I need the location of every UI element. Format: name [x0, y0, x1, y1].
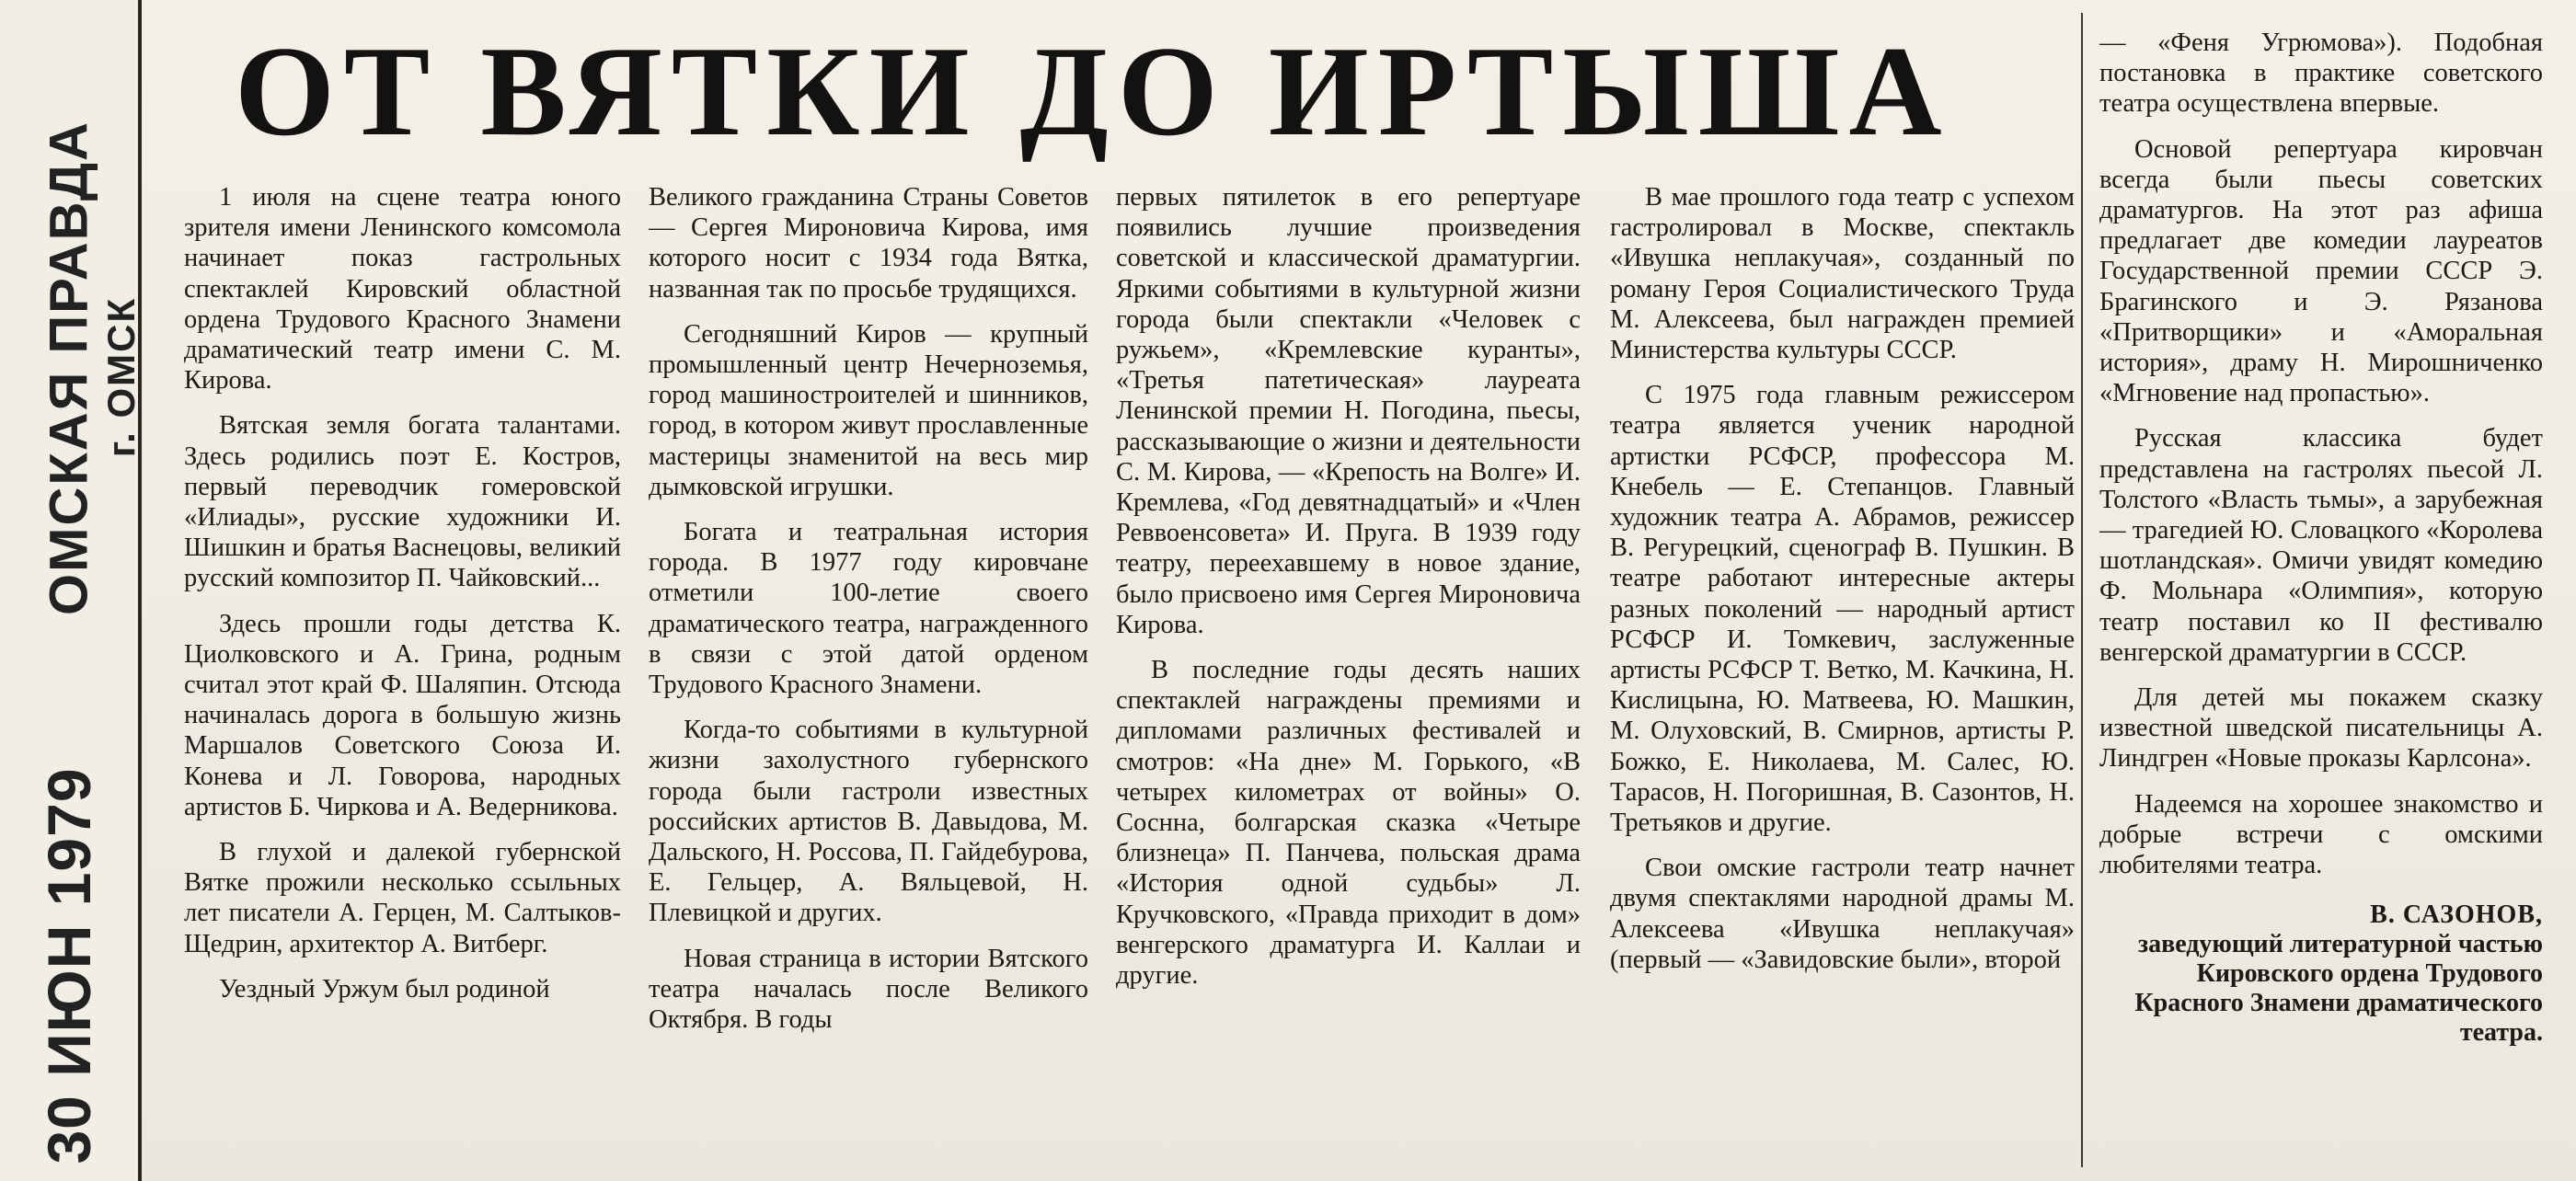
article-paragraph: — «Феня Угрюмова»). Подобная постановка в практике советского театра осуществлена впервые.	[2099, 29, 2543, 119]
article-paragraph: Здесь прошли годы детства К. Циолковского и А. Грина, родным считал этот край Ф. Шаляпин. Отсюда начиналась дорога в большую жизнь Маршалов Советского Союза И. Конева и Л. Говорова, народных артистов Б. Чиркова и А. Ведерникова.	[184, 609, 621, 821]
article-paragraph: В глухой и далекой губернской Вятке прожили несколько ссыльных лет писатели А. Герцен, М. Салтыков-Щедрин, архитектор А. Витберг.	[184, 838, 621, 958]
article-paragraph: Богата и театральная история города. В 1977 году кировчане отметили 100-летие своего драматического театра, награжденного в связи с этой датой орденом Трудового Красного Знамени.	[649, 518, 1088, 700]
clipping-margin	[0, 0, 142, 1181]
article-column-3	[1116, 182, 1581, 1157]
newspaper-name: ОМСКАЯ ПРАВДА	[39, 120, 99, 615]
author-name: В. САЗОНОВ,	[2370, 900, 2543, 930]
article-paragraph: Основой репертуара кировчан всегда были пьесы советских драматургов. На этот раз афиша предлагает две комедии лауреатов Государственной премии СССР Э. Брагинского и Э. Рязанова «Притворщики» и «Аморальная история», драму Н. Мирошниченко «Мгновение над пропастью».	[2099, 134, 2543, 408]
city-name: г. ОМСК	[99, 296, 143, 458]
article-column-1	[184, 182, 621, 1157]
article-headline: ОТ ВЯТКИ ДО ИРТЫША	[235, 20, 1951, 163]
author-role: заведующий литературной частью Кировского ордена Трудового Красного Знамени драматического театра.	[2134, 930, 2543, 1048]
article-paragraph: Новая страница в истории Вятского театра началась после Великого Октября. В годы	[649, 944, 1088, 1035]
author-signature	[2099, 900, 2543, 1048]
article-column-5	[2099, 28, 2543, 1168]
article-paragraph: В мае прошлого года театр с успехом гастролировал в Москве, спектакль «Ивушка неплакучая», созданный по роману Героя Социалистического Труда М. Алексеева, был награжден премией Министерства культуры СССР.	[1610, 183, 2075, 365]
article-paragraph: первых пятилеток в его репертуаре появились лучшие произведения советской и классической драматургии. Яркими событиями в культурной жизни города были спектакли «Человек с ружьем», «Кремлевские куранты», «Третья патетическая» лауреата Ленинской премии Н. Погодина, пьесы, рассказывающие о жизни и деятельности С. М. Кирова, — «Крепость на Волге» И. Кремлева, «Год девятнадцатый» и «Член Реввоенсовета» И. Пруга. В 1939 году театру, переехавшему в новое здание, было присвоено имя Сергея Мироновича Кирова.	[1116, 183, 1581, 639]
publication-date: 30 ИЮН 1979	[35, 767, 103, 1164]
article-paragraph: Вятская земля богата талантами. Здесь родились поэт Е. Костров, первый переводчик гомеровской «Илиады», русские художники И. Шишкин и братья Васнецовы, великий русский композитор П. Чайковский...	[184, 411, 621, 593]
article-paragraph: Надеемся на хорошее знакомство и добрые встречи с омскими любителями театра.	[2099, 789, 2543, 880]
article-paragraph: Сегодняшний Киров — крупный промышленный центр Нечерноземья, город машиностроителей и шинников, город, в котором живут прославленные мастерицы знаменитой на весь мир дымковской игрушки.	[649, 319, 1088, 501]
article-paragraph: Великого гражданина Страны Советов — Сергея Мироновича Кирова, имя которого носит с 1934 года Вятка, названная так по просьбе трудящихся.	[649, 183, 1088, 304]
article-column-4	[1610, 182, 2075, 1157]
article-column-2	[649, 182, 1088, 1157]
article-paragraph: Уездный Уржум был родиной	[219, 974, 550, 1003]
article-paragraph: В последние годы десять наших спектаклей награждены премиями и дипломами различных фестивалей и смотров: «На дне» М. Горького, «В четырех километрах от войны» О. Соснна, болгарская сказка «Четыре близнеца» П. Панчева, польская драма «История одной судьбы» Л. Кручковского, «Правда приходит в дом» венгерского драматурга И. Каллаи и другие.	[1116, 656, 1581, 991]
article-paragraph: 1 июля на сцене театра юного зрителя имени Ленинского комсомола начинает показ гастрольных спектаклей Кировский областной ордена Трудового Красного Знамени драматический театр имени С. М. Кирова.	[184, 183, 621, 396]
article-paragraph: Свои омские гастроли театр начнет двумя спектаклями народной драмы М. Алексеева «Ивушка неплакучая» (первый — «Завидовские были», второй	[1610, 854, 2075, 974]
article-paragraph: Когда-то событиями в культурной жизни захолустного губернского города были гастроли известных российских артистов В. Давыдова, М. Дальского, Н. Россова, П. Гайдебурова, Е. Гельцер, А. Вяльцевой, Н. Плевицкой и других.	[649, 716, 1088, 928]
article-paragraph: С 1975 года главным режиссером театра является ученик народной артистки РСФСР, профессора М. Кнебель — Е. Степанцов. Главный художник театра А. Абрамов, режиссер В. Регурецкий, сценограф В. Пушкин. В театре работают интересные актеры разных поколений — народный артист РСФСР И. Томкевич, заслуженные артисты РСФСР Т. Ветко, М. Качкина, Н. Кислицына, Ю. Матвеева, Ю. Машкин, М. Олуховский, В. Смирнов, артисты Р. Божко, Е. Николаева, М. Салес, Ю. Тарасов, Н. Погоришная, В. Сазонтов, Н. Третьяков и другие.	[1610, 381, 2075, 838]
column-divider	[2081, 13, 2083, 1167]
article-paragraph: Для детей мы покажем сказку известной шведской писательницы А. Линдгрен «Новые проказы Карлсона».	[2099, 683, 2543, 774]
article-paragraph: Русская классика будет представлена на гастролях пьесой Л. Толстого «Власть тьмы», а зарубежная — трагедией Ю. Словацкого «Королева шотландская». Омичи увидят комедию Ф. Мольнара «Олимпия», которую театр поставил ко II фестивалю венгерской драматургии в СССР.	[2099, 424, 2543, 667]
